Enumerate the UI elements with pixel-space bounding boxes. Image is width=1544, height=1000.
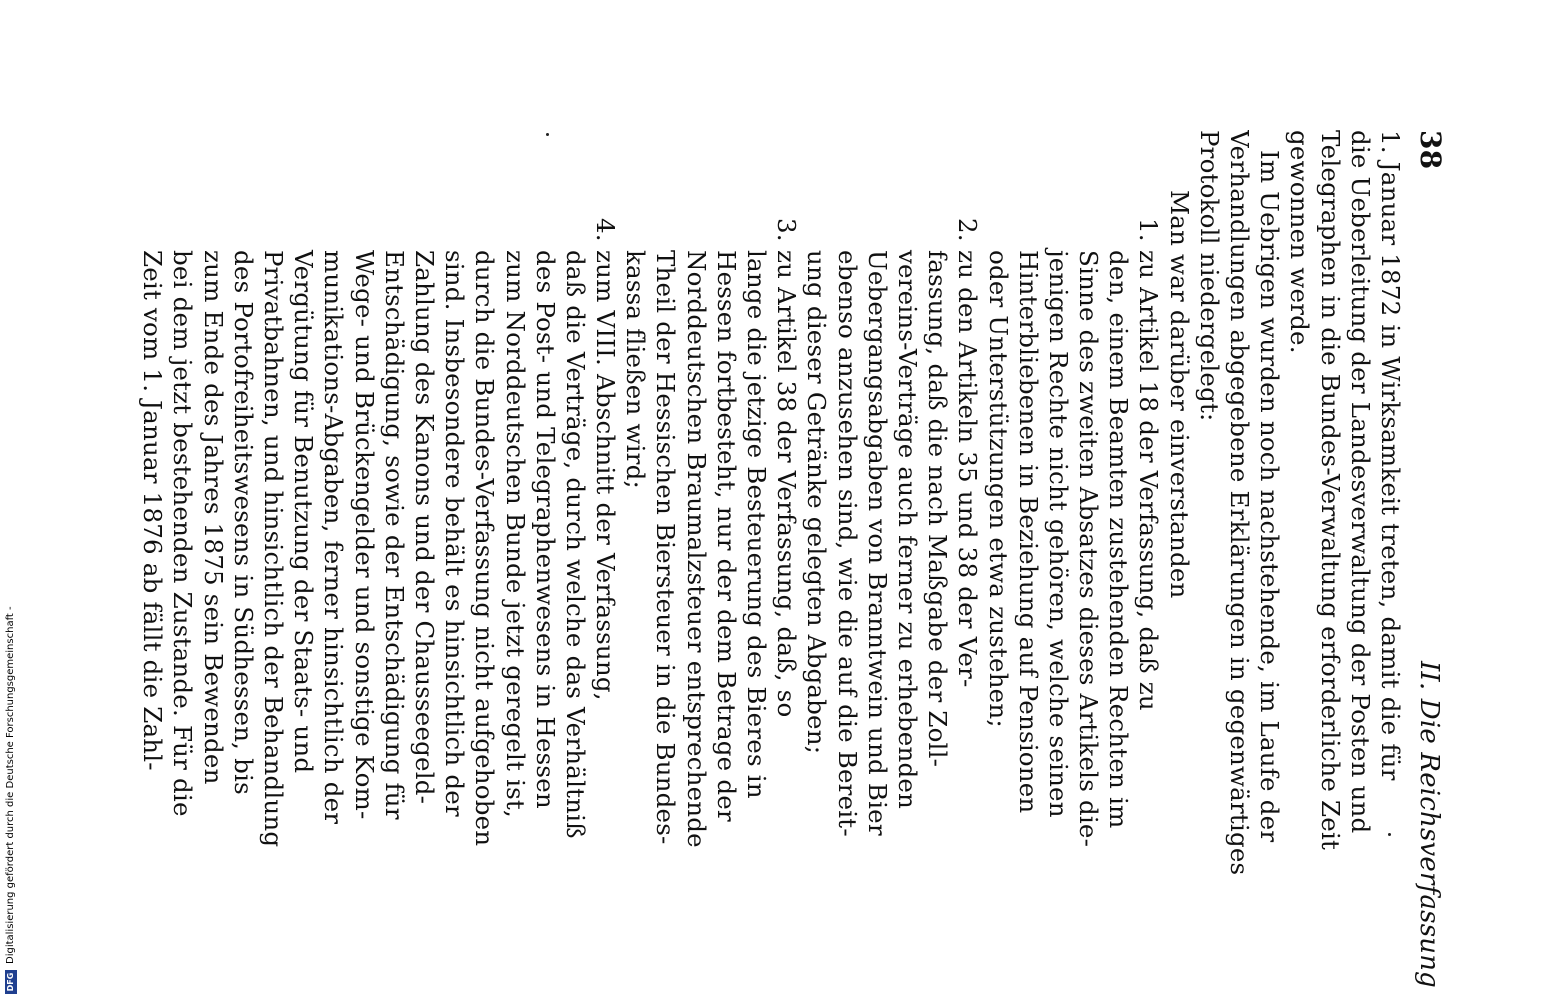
line-text: des Post- und Telegraphenwesens in Hessen (530, 250, 560, 809)
line-text: Protokoll niedergelegt: (1194, 130, 1224, 422)
digitization-credit (4, 0, 18, 1000)
line-text: sind. Insbesondere behält es hinsichtlich der (440, 250, 470, 817)
text-line (318, 130, 348, 990)
line-text: Zeit vom 1. Januar 1876 ab fällt die Zahl- (138, 250, 168, 771)
credit-text: Digitalisierung gefördert durch die Deutsche Forschungsgemeinschaft - (5, 606, 16, 964)
page-number: 38 (1414, 130, 1447, 170)
line-text: Zahlung des Kanons und der Chausseegeld- (410, 250, 439, 805)
text-line (1013, 130, 1043, 990)
line-text: Theil der Hessischen Biersteuer in die Bundes- (651, 250, 681, 845)
text-line (137, 130, 167, 990)
line-text: Privatbahnen, und hinsichtlich der Behandlung (259, 250, 289, 848)
text-line (982, 130, 1012, 990)
line-text: lange die jetzige Besteuerung des Bieres in (742, 250, 772, 799)
line-text: Entschädigung, sowie der Entschädigung für (379, 250, 409, 820)
dfg-logo: DFG (5, 970, 17, 994)
text-line (1314, 130, 1344, 990)
line-text: Hinterbliebenen in Beziehung auf Pensionen (1013, 250, 1043, 814)
body-text (137, 130, 1405, 990)
line-text: des Portofreiheitswesens in Südhessen, bis (228, 250, 258, 795)
line-text: Telegraphen in die Bundes-Verwaltung erforderliche Zeit (1315, 130, 1345, 851)
text-line (1224, 130, 1254, 990)
text-line (711, 130, 741, 990)
line-text: Im Uebrigen wurden noch nachstehende, im Laufe der (1255, 150, 1285, 843)
text-line (348, 130, 378, 990)
line-text: ung dieser Getränke gelegten Abgaben; (802, 250, 832, 755)
line-text: Vergütung für Benutzung der Staats- und (289, 250, 319, 774)
line-text: 1. Januar 1872 in Wirksamkeit treten, damit die für (1376, 130, 1405, 781)
line-text: daß die Verträge, durch welche das Verhältniß (560, 250, 590, 839)
line-text: Norddeutschen Braumalzsteuer entsprechende (681, 250, 711, 848)
text-line (650, 130, 680, 990)
line-text: die Ueberleitung der Landesverwaltung der Posten und (1345, 130, 1375, 834)
line-text: den, einem Beamten zustehenden Rechten im (1104, 250, 1134, 829)
text-line (1254, 130, 1284, 990)
text-line (379, 130, 409, 990)
line-text: Verhandlungen abgegebene Erklärungen in gegenwärtiges (1225, 130, 1255, 876)
text-line (831, 130, 861, 990)
text-line (1194, 130, 1224, 990)
text-line (1133, 130, 1163, 990)
item-number: 1. (1134, 218, 1164, 242)
line-text: zum Norddeutschen Bunde jetzt geregelt ist, (500, 250, 530, 818)
scan-speck (1388, 833, 1391, 836)
line-text: jenigen Rechte nicht gehören, welche seinen (1043, 250, 1073, 818)
text-line (1103, 130, 1133, 990)
scanned-page (138, 130, 1447, 990)
line-text: bei dem jetzt bestehenden Zustande. Für die (168, 250, 198, 817)
line-text: Uebergangsabgaben von Branntwein und Bier (862, 250, 892, 836)
line-text: gewonnen werde. (1285, 130, 1315, 354)
text-line (198, 130, 228, 990)
text-line (409, 130, 439, 990)
text-line (1375, 130, 1405, 990)
text-line (952, 130, 982, 990)
text-line (167, 130, 197, 990)
text-line (771, 130, 801, 990)
line-text: vereins-Verträge auch ferner zu erhebenden (893, 250, 922, 810)
line-text: zu Artikel 38 der Verfassung, daß, so (772, 250, 802, 718)
text-line (228, 130, 258, 990)
line-text: zum VIII. Abschnitt der Verfassung, (591, 250, 621, 701)
line-text: zu den Artikeln 35 und 38 der Ver- (953, 250, 983, 688)
text-line (469, 130, 499, 990)
item-number: 4. (591, 218, 621, 242)
text-line (590, 130, 620, 990)
text-line (741, 130, 771, 990)
line-text: munikations-Abgaben, ferner hinsichtlich der (319, 250, 349, 825)
text-line (439, 130, 469, 990)
text-line (1284, 130, 1314, 990)
running-head: II. Die Reichsverfassung (1414, 660, 1444, 988)
text-line (922, 130, 952, 990)
text-line (1345, 130, 1375, 990)
text-line (1043, 130, 1073, 990)
line-text: Sinne des zweiten Absatzes dieses Artikels die- (1074, 250, 1104, 848)
line-text: ebenso anzusehen sind, wie die auf die Bereit- (832, 250, 862, 837)
line-text: Man war darüber einverstanden (1164, 190, 1194, 599)
text-line (530, 130, 560, 990)
text-line (862, 130, 892, 990)
line-text: Hessen fortbesteht, nur der dem Betrage der (711, 250, 741, 822)
page-header (1405, 130, 1445, 990)
text-line (560, 130, 590, 990)
text-line (620, 130, 650, 990)
text-line (892, 130, 922, 990)
scan-speck (546, 133, 549, 136)
line-text: kassa fließen wird; (621, 250, 651, 489)
item-number: 3. (772, 218, 802, 242)
text-line (499, 130, 529, 990)
text-line (258, 130, 288, 990)
rotated-text-block (138, 130, 1447, 990)
line-text: zum Ende des Jahres 1875 sein Bewenden (198, 250, 228, 785)
line-text: zu Artikel 18 der Verfassung, daß zu (1134, 250, 1164, 711)
text-line (288, 130, 318, 990)
line-text: fassung, daß die nach Maßgabe der Zoll- (923, 250, 953, 768)
line-text: durch die Bundes-Verfassung nicht aufgehoben (470, 250, 500, 847)
line-text: oder Unterstützungen etwa zustehen; (983, 250, 1013, 728)
item-number: 2. (953, 218, 983, 242)
text-line (681, 130, 711, 990)
line-text: Wege- und Brückengelder und sonstige Kom- (349, 250, 379, 820)
text-line (1164, 130, 1194, 990)
text-line (1073, 130, 1103, 990)
text-line (801, 130, 831, 990)
